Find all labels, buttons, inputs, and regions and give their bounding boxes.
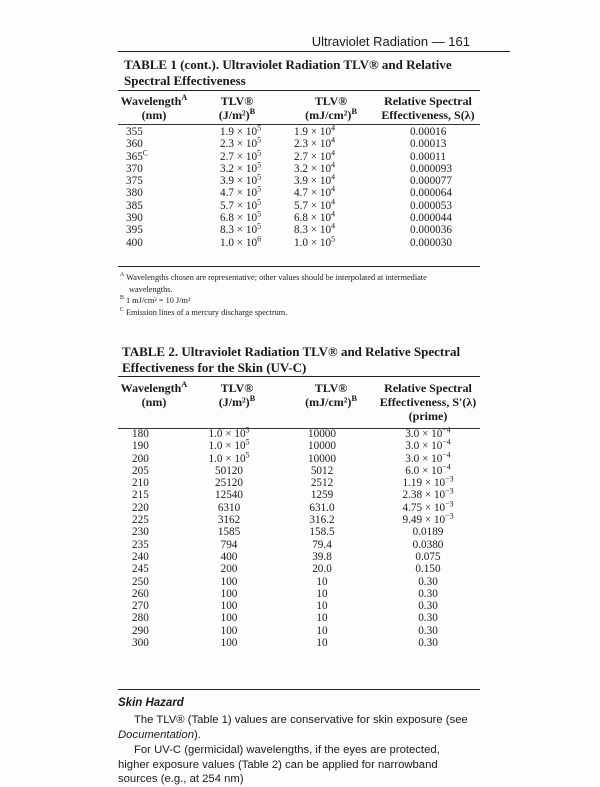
tlv-jm2-exponent: 5	[245, 449, 250, 459]
effectiveness-value: 3.0 × 10	[405, 440, 443, 453]
header-rule	[118, 51, 510, 52]
tlv-mjcm2-exponent: 4	[331, 147, 335, 157]
table2-col-tlv-jm2: TLV® $(J/m^2)^B$	[218, 381, 256, 409]
wavelength-cell: 210	[132, 477, 149, 490]
tlv-mjcm2-cell: 316.2	[309, 514, 335, 527]
running-head: Ultraviolet Radiation — 161	[311, 34, 470, 49]
table-row	[120, 200, 480, 212]
effectiveness-cell: 0.00013	[410, 138, 447, 151]
tlv-jm2-value: 100	[220, 612, 238, 625]
tlv-jm2-exponent: 5	[257, 209, 261, 219]
tlv-jm2-cell	[188, 477, 286, 489]
tlv-jm2-cell	[188, 123, 286, 138]
wavelength-cell	[120, 224, 188, 236]
tlv-mjcm2-exponent: 4	[331, 184, 335, 194]
table1-footnotes	[120, 272, 480, 318]
wavelength-cell: 190	[132, 440, 149, 453]
effectiveness-cell: 0.00016	[410, 126, 447, 138]
tlv-jm2-cell	[188, 425, 286, 440]
tlv-jm2-exponent: 5	[257, 123, 261, 133]
effectiveness-cell	[376, 588, 480, 600]
wavelength-cell	[120, 200, 188, 212]
wavelength-cell: 270	[132, 600, 149, 613]
table-row	[120, 187, 480, 199]
tlv-jm2-cell	[188, 221, 286, 237]
tlv-jm2-value: 50120	[215, 464, 243, 477]
table1-col-wavelength: Wavelength$^A$ (nm)	[120, 93, 188, 122]
table-row	[120, 625, 480, 637]
tlv-mjcm2-mantissa: 3.9 × 10	[294, 175, 332, 188]
wavelength-value: 385	[126, 199, 143, 212]
tlv-mjcm2-mantissa: 5.7 × 10	[294, 199, 332, 212]
tlv-jm2-cell	[188, 465, 286, 477]
tlv-mjcm2-cell: 10	[316, 612, 328, 625]
tlv-mjcm2-cell: 39.8	[312, 550, 332, 563]
table-row	[120, 576, 480, 588]
tlv-jm2-value: 200	[220, 563, 238, 576]
table-row	[120, 514, 480, 526]
skin-hazard-paragraph-1: The TLV® (Table 1) values are conservative for skin exposure (see Documentation).	[118, 714, 468, 741]
tlv-mjcm2-cell: 10	[316, 575, 328, 588]
tlv-mjcm2-cell: 2512	[310, 477, 334, 490]
table2-col-tlv-mjcm2: TLV® $(mJ/cm^2)^B$	[305, 381, 357, 409]
effectiveness-cell	[376, 637, 480, 649]
effectiveness-cell	[376, 625, 480, 637]
tlv-jm2-cell	[188, 184, 286, 200]
table-row	[120, 489, 480, 501]
tlv-jm2-value: 100	[220, 637, 238, 650]
wavelength-cell: 215	[132, 489, 149, 502]
effectiveness-cell	[376, 612, 480, 624]
tlv-jm2-mantissa: 8.3 × 10	[220, 224, 258, 237]
table2-title-line2: Effectiveness for the Skin (UV-C)	[122, 360, 307, 375]
tlv-jm2-value: 1.0 × 10	[208, 428, 246, 440]
tlv-mjcm2-cell: 5012	[310, 464, 334, 477]
tlv-jm2-value: 400	[220, 550, 238, 563]
tlv-jm2-value: 12540	[215, 489, 243, 502]
table-row	[120, 175, 480, 187]
tlv-mjcm2-cell: 158.5	[309, 526, 335, 539]
table-row	[120, 612, 480, 624]
table-row	[120, 440, 480, 452]
tlv-mjcm2-mantissa: 6.8 × 10	[294, 212, 332, 225]
wavelength-cell: 300	[132, 637, 149, 650]
table2-title	[122, 344, 492, 376]
table1-top-rule	[118, 90, 480, 91]
tlv-mjcm2-mantissa: 2.7 × 10	[294, 150, 332, 163]
table-row	[120, 453, 480, 465]
tlv-mjcm2-exponent: 4	[331, 221, 335, 231]
table-row	[120, 126, 480, 138]
wavelength-cell: 205	[132, 464, 149, 477]
effectiveness-value: 0.150	[415, 563, 441, 576]
effectiveness-value: 0.30	[418, 587, 438, 600]
effectiveness-value: 3.0 × 10	[405, 428, 443, 440]
effectiveness-value: 0.0189	[412, 526, 444, 539]
tlv-jm2-value: 794	[220, 538, 238, 551]
tlv-jm2-exponent: 5	[245, 437, 250, 447]
wavelength-value: 380	[126, 187, 143, 200]
tlv-mjcm2-cell: 631.0	[309, 501, 335, 514]
tlv-mjcm2-exponent: 5	[331, 233, 335, 243]
tlv-jm2-exponent: 5	[257, 172, 261, 182]
effectiveness-value: 1.19 × 10	[402, 477, 446, 490]
tlv-jm2-exponent: 6	[257, 233, 261, 243]
effectiveness-exponent: −4	[442, 449, 451, 459]
tlv-jm2-cell	[188, 612, 286, 624]
tlv-jm2-cell	[188, 637, 286, 649]
wavelength-cell: 180	[132, 428, 149, 440]
tlv-mjcm2-cell: 20.0	[312, 563, 332, 576]
tlv-mjcm2-mantissa: 4.7 × 10	[294, 187, 332, 200]
effectiveness-cell	[376, 437, 480, 453]
table-row	[120, 224, 480, 236]
table1-bottom-rule	[118, 266, 480, 267]
effectiveness-value: 0.30	[418, 637, 438, 650]
table1-header-row	[120, 94, 480, 122]
tlv-mjcm2-mantissa: 1.0 × 10	[294, 236, 332, 249]
table-row	[120, 428, 480, 440]
table2-top-rule	[118, 376, 480, 377]
effectiveness-cell	[376, 563, 480, 575]
effectiveness-cell	[376, 474, 480, 490]
effectiveness-cell	[376, 499, 480, 514]
tlv-jm2-value: 6310	[217, 501, 241, 514]
tlv-jm2-cell	[188, 576, 286, 588]
tlv-jm2-value: 100	[220, 624, 238, 637]
effectiveness-value: 2.38 × 10	[402, 489, 446, 502]
effectiveness-cell	[376, 600, 480, 612]
wavelength-value: 355	[126, 126, 143, 138]
tlv-jm2-cell	[188, 233, 286, 249]
tlv-jm2-cell	[188, 563, 286, 575]
tlv-mjcm2-cell	[286, 233, 376, 249]
tlv-jm2-value: 1585	[217, 526, 241, 539]
wavelength-cell: 240	[132, 550, 149, 563]
tlv-jm2-cell	[188, 514, 286, 526]
effectiveness-cell: 0.000093	[410, 162, 452, 175]
tlv-jm2-cell	[188, 147, 286, 163]
footnote-b: $^B$ 1 mJ/cm² = 10 J/m²	[120, 295, 191, 305]
tlv-mjcm2-mantissa: 1.9 × 10	[294, 126, 332, 138]
wavelength-cell	[120, 126, 188, 138]
footnote-c: $^C$ Emission lines of a mercury discharge spectrum.	[120, 306, 288, 317]
footnote-mark: C	[142, 147, 149, 157]
table1-header-rule	[118, 124, 480, 125]
tlv-mjcm2-cell: 10000	[308, 428, 336, 440]
table-row	[120, 477, 480, 489]
tlv-jm2-cell	[188, 437, 286, 453]
effectiveness-value: 0.075	[415, 550, 441, 563]
tlv-jm2-mantissa: 1.9 × 10	[220, 126, 258, 138]
wavelength-cell: 200	[132, 452, 149, 465]
tlv-jm2-value: 25120	[215, 477, 243, 490]
table1	[120, 94, 480, 249]
table-row	[120, 151, 480, 163]
effectiveness-exponent: −4	[442, 462, 451, 472]
effectiveness-exponent: −3	[445, 499, 454, 509]
tlv-mjcm2-exponent: 4	[331, 160, 335, 170]
tlv-jm2-cell	[188, 209, 286, 225]
effectiveness-cell: 0.000030	[410, 236, 452, 249]
tlv-jm2-mantissa: 1.0 × 10	[220, 236, 258, 249]
tlv-jm2-exponent: 5	[257, 135, 261, 145]
table1-title: TABLE 1 (cont.). Ultraviolet Radiation TLV® and Relative Spectral Effectiveness	[124, 57, 452, 88]
table2-bottom-rule	[118, 689, 480, 690]
table2-col-wavelength: Wavelength$^A$ (nm)	[120, 380, 188, 409]
tlv-mjcm2-cell: 10	[316, 600, 328, 613]
wavelength-value: 400	[126, 236, 143, 249]
tlv-jm2-mantissa: 5.7 × 10	[220, 199, 258, 212]
table-row	[120, 502, 480, 514]
table-row	[120, 551, 480, 563]
effectiveness-cell	[376, 486, 480, 502]
tlv-jm2-value: 1.0 × 10	[208, 452, 246, 465]
wavelength-cell: 235	[132, 538, 149, 551]
wavelength-value: 360	[126, 138, 143, 151]
tlv-mjcm2-cell: 10000	[308, 452, 336, 465]
tlv-mjcm2-mantissa: 3.2 × 10	[294, 162, 332, 175]
tlv-jm2-mantissa: 3.2 × 10	[220, 162, 258, 175]
table2	[120, 381, 480, 649]
effectiveness-exponent: −3	[445, 511, 454, 521]
table2-col-effectiveness: Relative Spectral Effectiveness, S′(λ) (prime)	[379, 381, 477, 423]
effectiveness-value: 4.75 × 10	[402, 501, 446, 514]
table-row	[120, 212, 480, 224]
tlv-jm2-exponent: 5	[257, 221, 261, 231]
effectiveness-cell: 0.000044	[410, 212, 452, 225]
footnote-a: $^A$ Wavelengths chosen are representative; other values should be interpolated at intermediate	[120, 272, 427, 282]
tlv-jm2-mantissa: 6.8 × 10	[220, 212, 258, 225]
wavelength-cell	[120, 187, 188, 199]
tlv-mjcm2-mantissa: 2.3 × 10	[294, 138, 332, 151]
tlv-jm2-cell	[188, 551, 286, 563]
tlv-jm2-mantissa: 4.7 × 10	[220, 187, 258, 200]
tlv-jm2-cell	[188, 625, 286, 637]
table1-col-tlv-mjcm2: TLV® $(mJ/cm^2)^B$	[305, 94, 357, 122]
table2-header-rule	[118, 428, 480, 429]
effectiveness-value: 0.30	[418, 612, 438, 625]
tlv-jm2-mantissa: 3.9 × 10	[220, 175, 258, 188]
tlv-jm2-value: 100	[220, 587, 238, 600]
tlv-jm2-cell	[188, 600, 286, 612]
effectiveness-cell: 0.000077	[410, 175, 452, 188]
table-row	[120, 539, 480, 551]
effectiveness-cell	[376, 526, 480, 538]
effectiveness-cell	[376, 449, 480, 465]
wavelength-value: 395	[126, 224, 143, 237]
wavelength-value: 370	[126, 162, 143, 175]
tlv-jm2-exponent: 5	[257, 184, 261, 194]
tlv-jm2-cell	[188, 489, 286, 501]
tlv-jm2-cell	[188, 160, 286, 175]
tlv-jm2-cell	[188, 588, 286, 600]
table-row	[120, 600, 480, 612]
tlv-jm2-cell	[188, 539, 286, 551]
wavelength-cell: 280	[132, 612, 149, 625]
table-row	[120, 138, 480, 150]
table1-col-tlv-jm2: TLV® $(J/m^2)^B$	[218, 94, 256, 122]
table-row	[120, 237, 480, 249]
wavelength-cell: 290	[132, 624, 149, 637]
tlv-mjcm2-cell: 1259	[310, 489, 334, 502]
tlv-jm2-value: 1.0 × 10	[208, 440, 246, 453]
tlv-mjcm2-exponent: 4	[331, 197, 335, 207]
effectiveness-cell	[376, 539, 480, 551]
wavelength-cell: 230	[132, 526, 149, 539]
wavelength-cell: 225	[132, 514, 149, 527]
tlv-jm2-cell	[188, 135, 286, 151]
effectiveness-cell: 0.000053	[410, 199, 452, 212]
tlv-jm2-cell	[188, 526, 286, 538]
effectiveness-value: 0.30	[418, 600, 438, 613]
wavelength-value: 390	[126, 212, 143, 225]
effectiveness-cell	[376, 511, 480, 527]
tlv-mjcm2-cell: 10	[316, 587, 328, 600]
tlv-jm2-mantissa: 2.7 × 10	[220, 150, 258, 163]
effectiveness-value: 0.30	[418, 575, 438, 588]
effectiveness-cell	[376, 551, 480, 563]
effectiveness-value: 9.49 × 10	[402, 514, 446, 527]
wavelength-cell: 260	[132, 587, 149, 600]
effectiveness-exponent: −3	[445, 486, 454, 496]
wavelength-value: 375	[126, 175, 143, 188]
effectiveness-cell	[376, 425, 480, 440]
effectiveness-cell: 0.000036	[410, 224, 452, 237]
effectiveness-value: 6.0 × 10	[405, 464, 443, 477]
tlv-jm2-mantissa: 2.3 × 10	[220, 138, 258, 151]
tlv-mjcm2-cell: 10	[316, 637, 328, 650]
table-row	[120, 163, 480, 175]
wavelength-cell	[120, 237, 188, 249]
table1-col-effectiveness: Relative Spectral Effectiveness, S(λ)	[381, 94, 475, 122]
wavelength-cell	[120, 175, 188, 187]
skin-hazard-paragraph-2: For UV-C (germicidal) wavelengths, if the eyes are protected, higher exposure values (Table 2) can be applied for narrowband sources (e.g., at 254 nm)	[118, 744, 440, 786]
footnote-a-cont: wavelengths.	[129, 284, 173, 294]
tlv-mjcm2-cell: 10000	[308, 440, 336, 453]
effectiveness-exponent: −3	[445, 474, 454, 484]
table2-title-line1: TABLE 2. Ultraviolet Radiation TLV® and Relative Spectral	[122, 344, 461, 359]
wavelength-cell	[120, 138, 188, 150]
tlv-mjcm2-cell: 79.4	[312, 538, 332, 551]
tlv-jm2-value: 100	[220, 575, 238, 588]
effectiveness-value: 0.0380	[412, 538, 444, 551]
effectiveness-value: 0.30	[418, 624, 438, 637]
tlv-jm2-exponent: 5	[257, 147, 261, 157]
tlv-mjcm2-exponent: 4	[331, 172, 335, 182]
effectiveness-exponent: −4	[442, 425, 451, 435]
tlv-jm2-exponent: 5	[257, 197, 261, 207]
tlv-jm2-exponent: 5	[257, 160, 261, 170]
tlv-jm2-value: 100	[220, 600, 238, 613]
tlv-jm2-cell	[188, 172, 286, 188]
tlv-jm2-value: 3162	[217, 514, 241, 527]
table-row	[120, 526, 480, 538]
wavelength-cell: 220	[132, 501, 149, 514]
tlv-jm2-cell	[188, 197, 286, 212]
effectiveness-exponent: −4	[442, 437, 451, 447]
table-row	[120, 588, 480, 600]
wavelength-cell: 250	[132, 575, 149, 588]
tlv-mjcm2-exponent: 4	[331, 135, 335, 145]
table2-header-row	[120, 381, 480, 423]
wavelength-cell	[120, 212, 188, 224]
tlv-mjcm2-exponent: 4	[331, 209, 335, 219]
tlv-jm2-exponent: 5	[245, 425, 250, 435]
tlv-mjcm2-cell: 10	[316, 624, 328, 637]
effectiveness-cell	[376, 462, 480, 477]
tlv-mjcm2-mantissa: 8.3 × 10	[294, 224, 332, 237]
wavelength-cell	[120, 163, 188, 175]
effectiveness-cell: 0.000064	[410, 187, 452, 200]
tlv-jm2-cell	[188, 502, 286, 514]
wavelength-cell: 245	[132, 563, 149, 576]
wavelength-value: 365	[126, 150, 143, 163]
tlv-mjcm2-exponent: 4	[331, 123, 335, 133]
table-row	[120, 563, 480, 575]
tlv-jm2-cell	[188, 449, 286, 465]
effectiveness-cell	[376, 576, 480, 588]
table-row	[120, 465, 480, 477]
table-row	[120, 637, 480, 649]
effectiveness-value: 3.0 × 10	[405, 452, 443, 465]
effectiveness-cell: 0.00011	[410, 150, 446, 163]
wavelength-cell	[120, 147, 188, 163]
skin-hazard-heading: Skin Hazard	[118, 697, 184, 709]
